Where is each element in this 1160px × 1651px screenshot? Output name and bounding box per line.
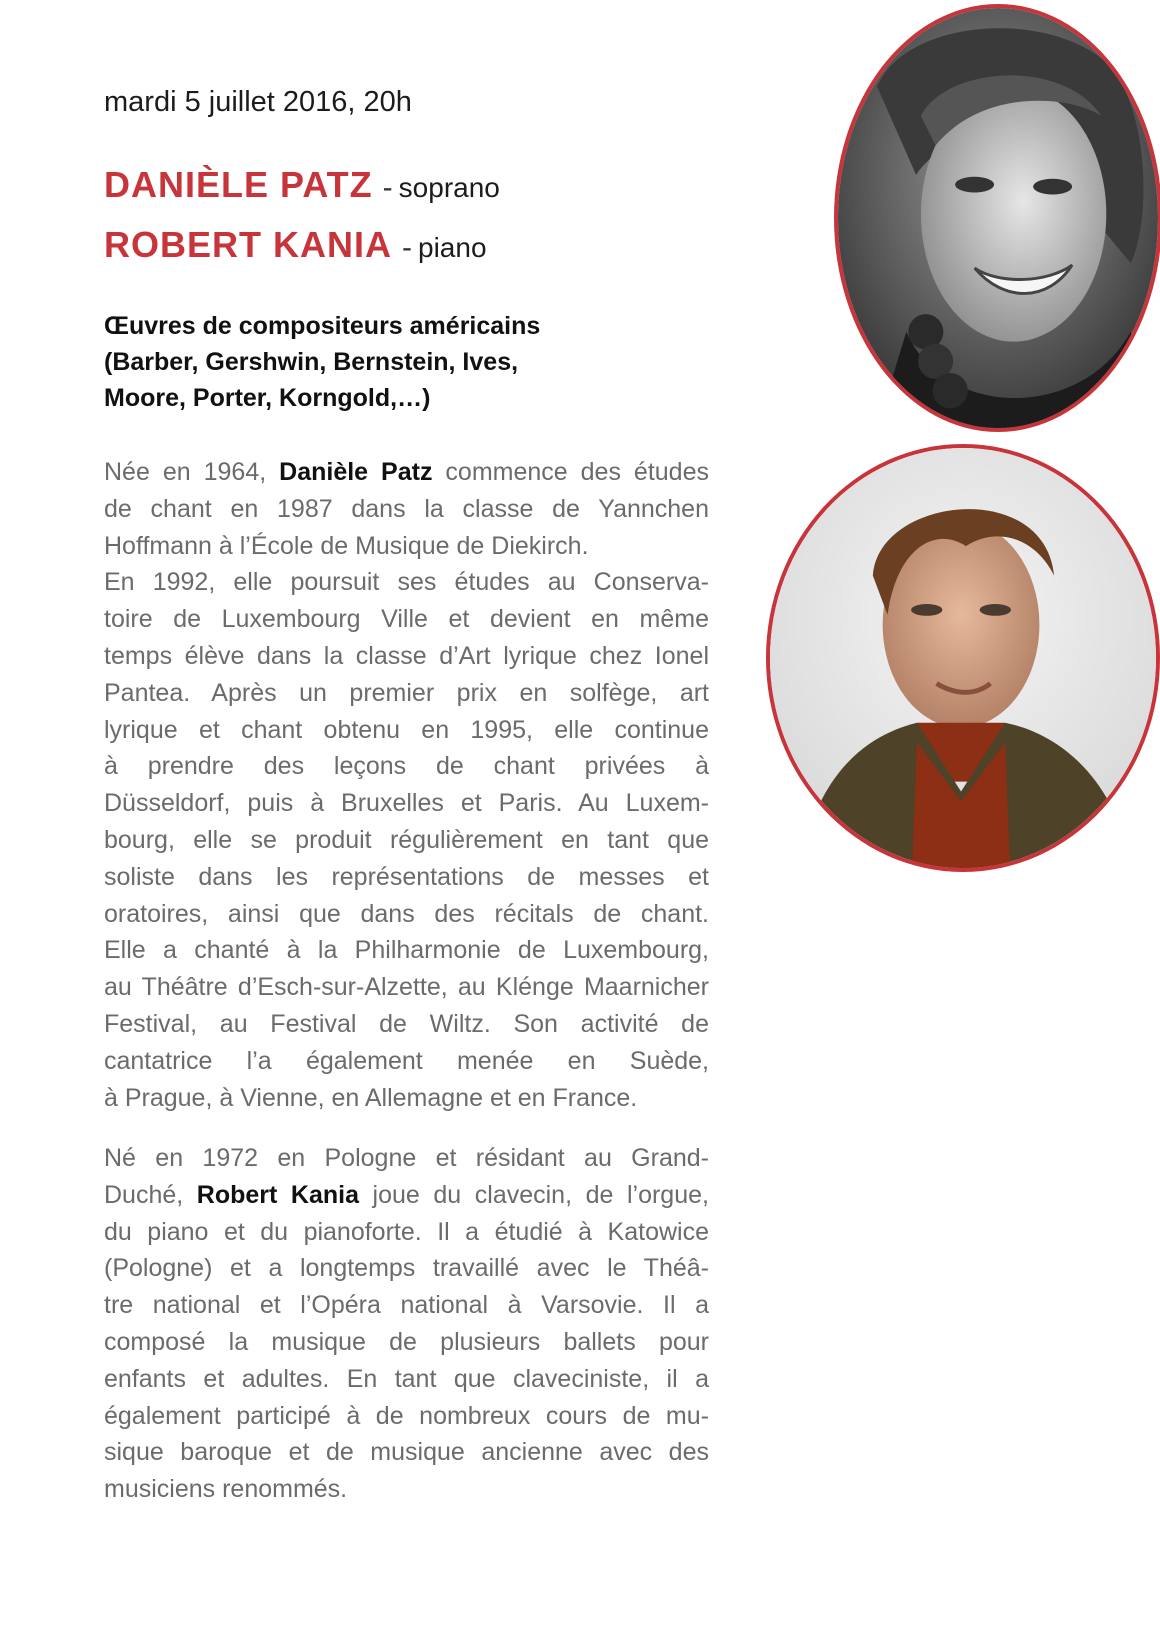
artist-kania — [104, 224, 487, 266]
bio-line: enfants et adultes. En tant que claveciniste, il a — [104, 1364, 709, 1393]
artist-role: piano — [418, 232, 487, 263]
bio-line: Festival, au Festival de Wiltz. Son activité de — [104, 1009, 709, 1038]
program-line: (Barber, Gershwin, Bernstein, Ives, — [104, 348, 519, 376]
bio-line: bourg, elle se produit régulièrement en tant que — [104, 825, 709, 854]
bio-line: à prendre des leçons de chant privées à — [104, 752, 709, 781]
artist-dash: - — [402, 231, 412, 264]
bio-line: Né en 1972 en Pologne et résidant au Grand- — [104, 1144, 709, 1172]
program-line: Moore, Porter, Korngold,…) — [104, 384, 431, 412]
bio-line: à Prague, à Vienne, en Allemagne et en France. — [104, 1083, 638, 1112]
bio-kania — [104, 1140, 709, 1508]
bio-line: (Pologne) et a longtemps travaillé avec le Théâ- — [104, 1254, 709, 1283]
bio-highlight-name: Robert Kania — [196, 1180, 359, 1209]
artist-dash: - — [382, 171, 393, 204]
bio-line: temps élève dans la classe d’Art lyrique chez Ionel — [104, 641, 709, 670]
bio-line: Pantea. Après un premier prix en solfège, art — [104, 678, 709, 707]
program-line: Œuvres de compositeurs américains — [104, 312, 541, 340]
bio-line: lyrique et chant obtenu en 1995, elle continue — [104, 715, 709, 744]
artist-role: soprano — [398, 172, 500, 203]
artist-name: ROBERT KANIA — [104, 224, 392, 265]
bio-line: Elle a chanté à la Philharmonie de Luxembourg, — [104, 936, 709, 965]
bio-highlight-name: Danièle Patz — [279, 458, 433, 486]
bio-line: Née en 1964, Danièle Patz commence des études — [104, 458, 709, 486]
bio-line: Duché, Robert Kania joue du clavecin, de l’orgue, — [104, 1180, 709, 1209]
bio-line: Düsseldorf, puis à Bruxelles et Paris. Au Luxem- — [104, 789, 709, 818]
bio-line: composé la musique de plusieurs ballets pour — [104, 1327, 709, 1356]
portrait-icon — [770, 448, 1156, 868]
bio-line: également participé à de nombreux cours de mu- — [104, 1401, 709, 1430]
bio-line: toire de Luxembourg Ville et devient en même — [104, 605, 709, 634]
portrait-icon — [838, 8, 1158, 428]
bio-line: Hoffmann à l’École de Musique de Diekirch. — [104, 531, 589, 560]
bio-line: au Théâtre d’Esch-sur-Alzette, au Klénge Maarnicher — [104, 973, 709, 1002]
bio-line: de chant en 1987 dans la classe de Yannchen — [104, 494, 709, 523]
concert-date: mardi 5 juillet 2016, 20h — [104, 86, 412, 118]
bio-line: sique baroque et de musique ancienne avec des — [104, 1438, 709, 1467]
artist-patz — [104, 164, 500, 206]
bio-patz — [104, 454, 709, 1116]
bio-line: cantatrice l’a également menée en Suède, — [104, 1046, 709, 1075]
photo-patz — [834, 4, 1160, 432]
bio-line: soliste dans les représentations de messes et — [104, 862, 709, 891]
bio-line: oratoires, ainsi que dans des récitals de chant. — [104, 899, 709, 928]
bio-line: En 1992, elle poursuit ses études au Conserva- — [104, 568, 709, 597]
program-description — [104, 308, 724, 416]
bio-line: du piano et du pianoforte. Il a étudié à Katowice — [104, 1217, 709, 1246]
artist-name: DANIÈLE PATZ — [104, 164, 373, 205]
bio-line: tre national et l’Opéra national à Varsovie. Il a — [104, 1291, 709, 1320]
bio-line: musiciens renommés. — [104, 1475, 348, 1504]
photo-kania — [766, 444, 1160, 872]
